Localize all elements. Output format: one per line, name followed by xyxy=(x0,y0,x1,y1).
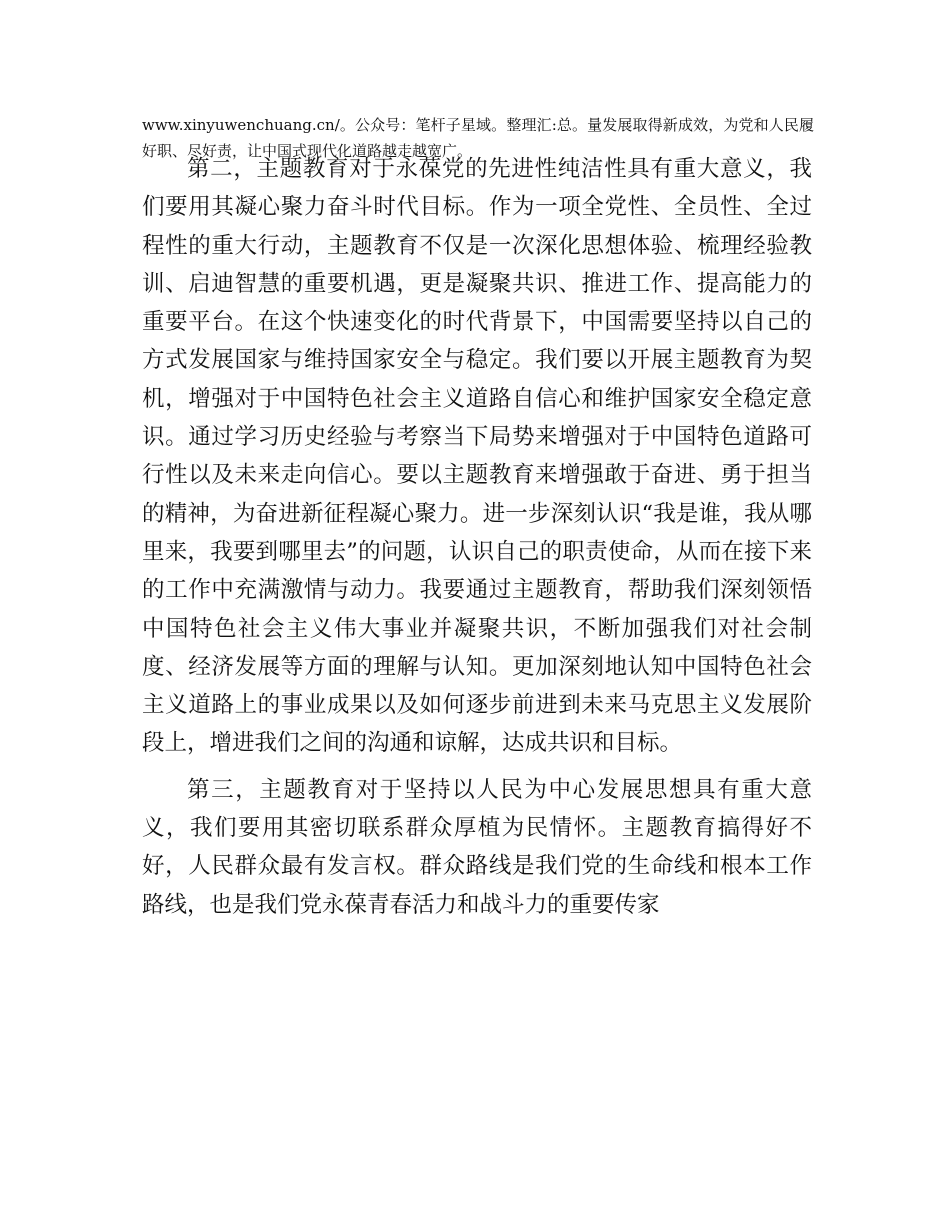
document-body xyxy=(142,150,812,924)
header-note: www.xinyuwenchuang.cn/。公众号：笔杆子星域。整理汇:总。量发展取得新成效，为党和人民履好职、尽好责，让中国式现代化道路越走越宽广。 xyxy=(142,116,814,160)
paragraph-second-point: 第二，主题教育对于永葆党的先进性纯洁性具有重大意义，我们要用其凝心聚力奋斗时代目标。作为一项全党性、全员性、全过程性的重大行动，主题教育不仅是一次深化思想体验、梳理经验教训、启迪智慧的重要机遇，更是凝聚共识、推进工作、提高能力的重要平台。在这个快速变化的时代背景下，中国需要坚持以自己的方式发展国家与维持国家安全与稳定。我们要以开展主题教育为契机，增强对于中国特色社会主义道路自信心和维护国家安全稳定意识。通过学习历史经验与考察当下局势来增强对于中国特色道路可行性以及未来走向信心。要以主题教育来增强敢于奋进、勇于担当的精神，为奋进新征程凝心聚力。进一步深刻认识“我是谁，我从哪里来，我要到哪里去”的问题，认识自己的职责使命，从而在接下来的工作中充满激情与动力。我要通过主题教育，帮助我们深刻领悟中国特色社会主义伟大事业并凝聚共识，不断加强我们对社会制度、经济发展等方面的理解与认知。更加深刻地认知中国特色社会主义道路上的事业成果以及如何逐步前进到未来马克思主义发展阶段上，增进我们之间的沟通和谅解，达成共识和目标。 xyxy=(142,156,812,757)
paragraph-third-point: 第三，主题教育对于坚持以人民为中心发展思想具有重大意义，我们要用其密切联系群众厚植为民情怀。主题教育搞得好不好，人民群众最有发言权。群众路线是我们党的生命线和根本工作路线，也是我们党永葆青春活力和战斗力的重要传家 xyxy=(142,776,812,918)
